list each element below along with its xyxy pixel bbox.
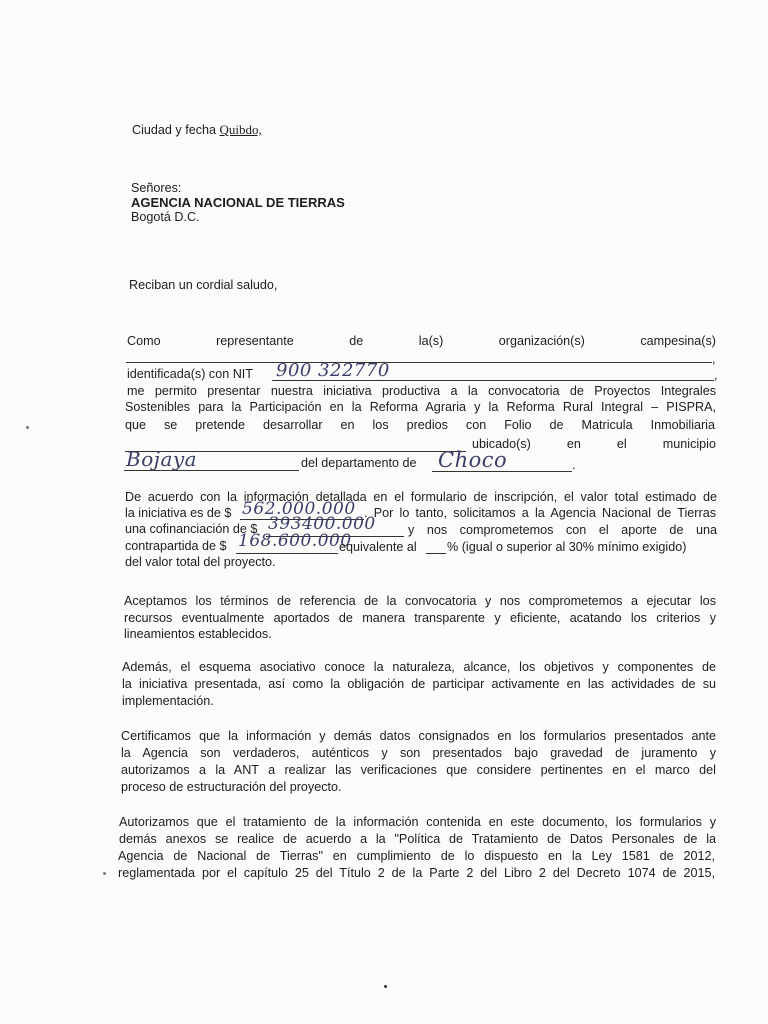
total-handwritten: 562.000.000 [242,499,356,519]
para4-line-1: Autorizamos que el tratamiento de la información contenida en este documento, los formularios y [119,815,716,829]
nit-label: identificada(s) con NIT [127,367,253,381]
greeting: Reciban un cordial saludo, [129,278,278,292]
intro-line-4: Sostenibles para la Participación en la Reforma Agraria y la Reforma Rural Integral – PISPRA, [125,400,716,414]
cofin-handwritten: 393400.000 [268,514,376,534]
para2-line-3: implementación. [122,694,214,708]
percent-line [426,553,446,554]
intro-line-5: que se pretende desarrollar en los predios con Folio de Matricula Inmobiliaria [125,418,715,432]
recipient-city: Bogotá D.C. [131,210,200,224]
period: . [572,458,576,472]
fin-line-3a: una cofinanciación de $ [125,522,258,536]
dept-handwritten: Choco [438,448,508,472]
fin-line-4c: % (igual o superior al 30% mínimo exigido) [447,540,687,554]
municipio-handwritten: Bojaya [126,447,198,471]
para2-line-1: Además, el esquema asociativo conoce la naturaleza, alcance, los objetivos y componentes de [122,660,716,674]
intro-line-3: me permito presentar nuestra iniciativa productiva a la convocatoria de Proyectos Integrales [127,384,716,398]
para4-line-4: reglamentada por el capítulo 25 del Título 2 de la Parte 2 del Libro 2 del Decreto 1074 de 2015, [118,866,715,880]
city-date-value: Quibdo, [219,122,262,137]
city-date-label: Ciudad y fecha [132,123,217,137]
para3-line-3: autorizamos a la ANT a realizar las verificaciones que considere pertinentes en el marco del [121,763,716,777]
fin-line-3b: y nos comprometemos con el aporte de una [408,523,717,537]
para2-line-2: la iniciativa presentada, así como la obligación de participar activamente en las actividades de su [122,677,716,691]
fin-line-2a: la iniciativa es de $ [125,506,232,520]
para3-line-1: Certificamos que la información y demás datos consignados en los formularios presentados ante [121,729,716,743]
scan-speck [26,426,29,429]
para3-line-2: la Agencia son verdaderos, auténticos y son presentados bajo gravedad de juramento y [121,746,716,760]
intro-line-1: Como representante de la(s) organización(s) campesina(s) [127,334,716,348]
comma: , [714,368,718,382]
scan-speck [384,985,387,988]
salutation: Señores: [131,181,182,195]
para1-line-1: Aceptamos los términos de referencia de la convocatoria y nos comprometemos a ejecutar los [124,594,716,608]
para1-line-2: recursos eventualmente aportados de manera transparente y eficiente, acatando los criterios y [124,611,716,625]
nit-line [272,380,714,381]
fin-line-4b: equivalente al [339,540,417,554]
fin-line-1: De acuerdo con la información detallada en el formulario de inscripción, el valor total estimado de [125,490,717,504]
intro-line-6: ubicado(s) en el municipio [472,437,716,451]
para4-line-2: demás anexos se realice de acuerdo a la "Política de Tratamiento de Datos Personales de la [119,832,716,846]
fin-line-2b: . Por lo tanto, solicitamos a la Agencia Nacional de Tierras [364,506,716,520]
dept-line [432,471,572,472]
nit-handwritten: 900 322770 [276,360,390,381]
contra-line [236,553,338,554]
org-name-line [126,362,712,363]
comma: , [712,352,716,366]
contra-handwritten: 168.600.000 [238,531,352,551]
dept-label: del departamento de [301,456,417,470]
city-date-line [132,122,262,138]
fin-line-4a: contrapartida de $ [125,539,227,553]
para4-line-3: Agencia de Nacional de Tierras" en cumplimiento de lo dispuesto en la Ley 1581 de 2012, [118,849,715,863]
recipient-agency: AGENCIA NACIONAL DE TIERRAS [131,195,345,210]
fin-line-5: del valor total del proyecto. [125,555,276,569]
municipio-line [124,470,299,471]
para1-line-3: lineamientos establecidos. [124,627,272,641]
scan-speck [103,872,106,875]
para3-line-4: proceso de estructuración del proyecto. [121,780,342,794]
